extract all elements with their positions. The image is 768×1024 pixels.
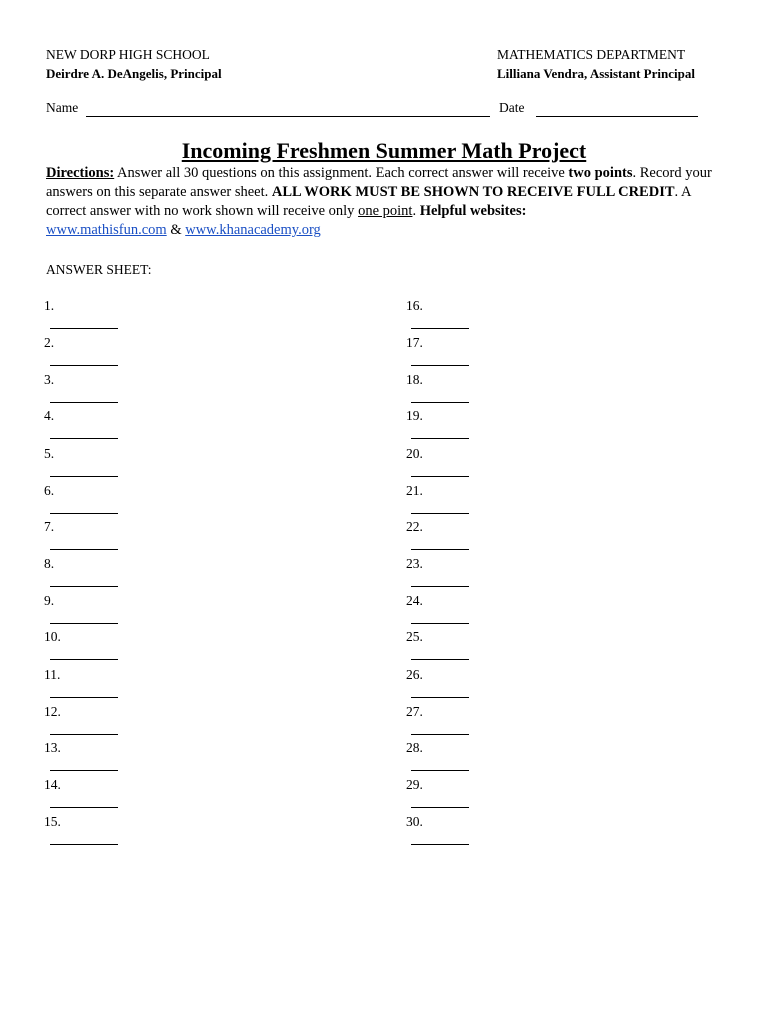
answer-row[interactable]	[44, 777, 118, 797]
answer-number: 18.	[406, 372, 423, 387]
answer-row[interactable]	[44, 629, 118, 649]
answer-row[interactable]	[406, 667, 469, 687]
answer-blank[interactable]	[50, 351, 118, 366]
answer-blank[interactable]	[411, 720, 469, 735]
answer-blank[interactable]	[411, 424, 469, 439]
assistant-principal-name: Lilliana Vendra, Assistant Principal	[497, 66, 695, 81]
answer-blank[interactable]	[50, 462, 118, 477]
answer-row[interactable]	[406, 556, 469, 576]
date-label: Date	[499, 100, 525, 115]
answer-blank[interactable]	[50, 793, 118, 808]
answer-row[interactable]	[44, 446, 118, 466]
answer-row[interactable]	[44, 556, 118, 576]
answer-row[interactable]	[406, 483, 469, 503]
answer-number: 29.	[406, 777, 423, 792]
answer-row[interactable]	[406, 704, 469, 724]
answer-number: 17.	[406, 335, 423, 350]
answer-blank[interactable]	[411, 388, 469, 403]
answer-row[interactable]	[406, 408, 469, 428]
answer-blank[interactable]	[50, 499, 118, 514]
directions-text-2: . Record your answers on this separate answer sheet.	[46, 165, 712, 200]
principal-name: Deirdre A. DeAngelis, Principal	[46, 66, 222, 81]
directions-bold-2: ALL WORK MUST BE SHOWN TO RECEIVE FULL CREDIT	[271, 184, 675, 200]
answer-number: 8.	[44, 556, 55, 571]
answer-number: 9.	[44, 593, 55, 608]
answer-row[interactable]	[406, 519, 469, 539]
page-title: Incoming Freshmen Summer Math Project	[181, 138, 587, 163]
answer-number: 6.	[44, 483, 55, 498]
answer-blank[interactable]	[50, 830, 118, 845]
answer-row[interactable]	[406, 335, 469, 355]
school-header	[46, 45, 222, 83]
khanacademy-link[interactable]: www.khanacademy.org	[185, 222, 321, 238]
answer-blank[interactable]	[50, 756, 118, 771]
answer-blank[interactable]	[50, 645, 118, 660]
answer-number: 11.	[44, 667, 61, 682]
answer-blank[interactable]	[50, 424, 118, 439]
answer-row[interactable]	[406, 372, 469, 392]
answer-number: 14.	[44, 777, 61, 792]
answer-number: 2.	[44, 335, 55, 350]
answer-blank[interactable]	[411, 314, 469, 329]
answer-blank[interactable]	[50, 720, 118, 735]
answer-number: 12.	[44, 704, 61, 719]
directions-underline-1: one point	[358, 203, 413, 219]
name-label: Name	[46, 100, 79, 115]
answer-number: 13.	[44, 740, 61, 755]
answer-blank[interactable]	[411, 756, 469, 771]
answer-number: 24.	[406, 593, 423, 608]
answer-number: 4.	[44, 408, 55, 423]
answer-blank[interactable]	[50, 683, 118, 698]
answer-blank[interactable]	[411, 793, 469, 808]
directions-label: Directions:	[46, 165, 115, 181]
answer-number: 7.	[44, 519, 55, 534]
helpful-websites-label: Helpful websites:	[419, 203, 527, 219]
answer-number: 23.	[406, 556, 423, 571]
answer-row[interactable]	[406, 298, 469, 318]
directions-paragraph	[46, 164, 726, 240]
answer-blank[interactable]	[411, 645, 469, 660]
answer-number: 21.	[406, 483, 423, 498]
answer-number: 30.	[406, 814, 423, 829]
answer-row[interactable]	[44, 408, 118, 428]
directions-text-3: . A correct answer with no work shown will receive only	[46, 184, 691, 219]
answer-number: 22.	[406, 519, 423, 534]
answer-row[interactable]	[44, 704, 118, 724]
answer-row[interactable]	[406, 629, 469, 649]
answer-blank[interactable]	[411, 683, 469, 698]
answer-number: 20.	[406, 446, 423, 461]
answer-blank[interactable]	[411, 572, 469, 587]
directions-bold-1: two points	[568, 165, 633, 181]
answer-row[interactable]	[406, 777, 469, 797]
answer-number: 15.	[44, 814, 61, 829]
answer-number: 1.	[44, 298, 55, 313]
department-name: MATHEMATICS DEPARTMENT	[497, 47, 686, 62]
answer-blank[interactable]	[50, 535, 118, 550]
answer-row[interactable]	[406, 740, 469, 760]
name-field[interactable]	[86, 116, 490, 117]
directions-text-1: Answer all 30 questions on this assignment. Each correct answer will receive	[114, 165, 569, 181]
school-name: NEW DORP HIGH SCHOOL	[46, 47, 210, 62]
answer-row[interactable]	[406, 446, 469, 466]
answer-row[interactable]	[406, 814, 469, 834]
answer-row[interactable]	[44, 483, 118, 503]
answer-row[interactable]	[44, 593, 118, 613]
name-date-row	[46, 100, 706, 120]
answer-number: 10.	[44, 629, 61, 644]
answer-number: 19.	[406, 408, 423, 423]
answer-blank[interactable]	[411, 499, 469, 514]
answer-row[interactable]	[44, 372, 118, 392]
answer-row[interactable]	[406, 593, 469, 613]
answer-blank[interactable]	[411, 609, 469, 624]
answer-blank[interactable]	[411, 462, 469, 477]
answer-number: 25.	[406, 629, 423, 644]
answer-blank[interactable]	[50, 609, 118, 624]
department-header	[497, 45, 695, 83]
directions-text-4: .	[412, 203, 420, 219]
answer-blank[interactable]	[50, 572, 118, 587]
ampersand: &	[166, 222, 186, 238]
answer-number: 3.	[44, 372, 55, 387]
answer-number: 28.	[406, 740, 423, 755]
answer-row[interactable]	[44, 298, 118, 318]
answer-row[interactable]	[44, 519, 118, 539]
answer-blank[interactable]	[411, 830, 469, 845]
answer-row[interactable]	[44, 335, 118, 355]
answer-blank[interactable]	[50, 388, 118, 403]
answer-sheet-label: ANSWER SHEET:	[46, 262, 152, 277]
answer-blank[interactable]	[411, 351, 469, 366]
answer-blank[interactable]	[411, 535, 469, 550]
answer-row[interactable]	[44, 814, 118, 834]
mathisfun-link[interactable]: www.mathisfun.com	[46, 222, 167, 238]
answer-number: 5.	[44, 446, 55, 461]
answer-row[interactable]	[44, 740, 118, 760]
answer-blank[interactable]	[50, 314, 118, 329]
answer-number: 26.	[406, 667, 423, 682]
answer-number: 27.	[406, 704, 423, 719]
date-field[interactable]	[536, 116, 698, 117]
answer-row[interactable]	[44, 667, 118, 687]
answer-number: 16.	[406, 298, 423, 313]
